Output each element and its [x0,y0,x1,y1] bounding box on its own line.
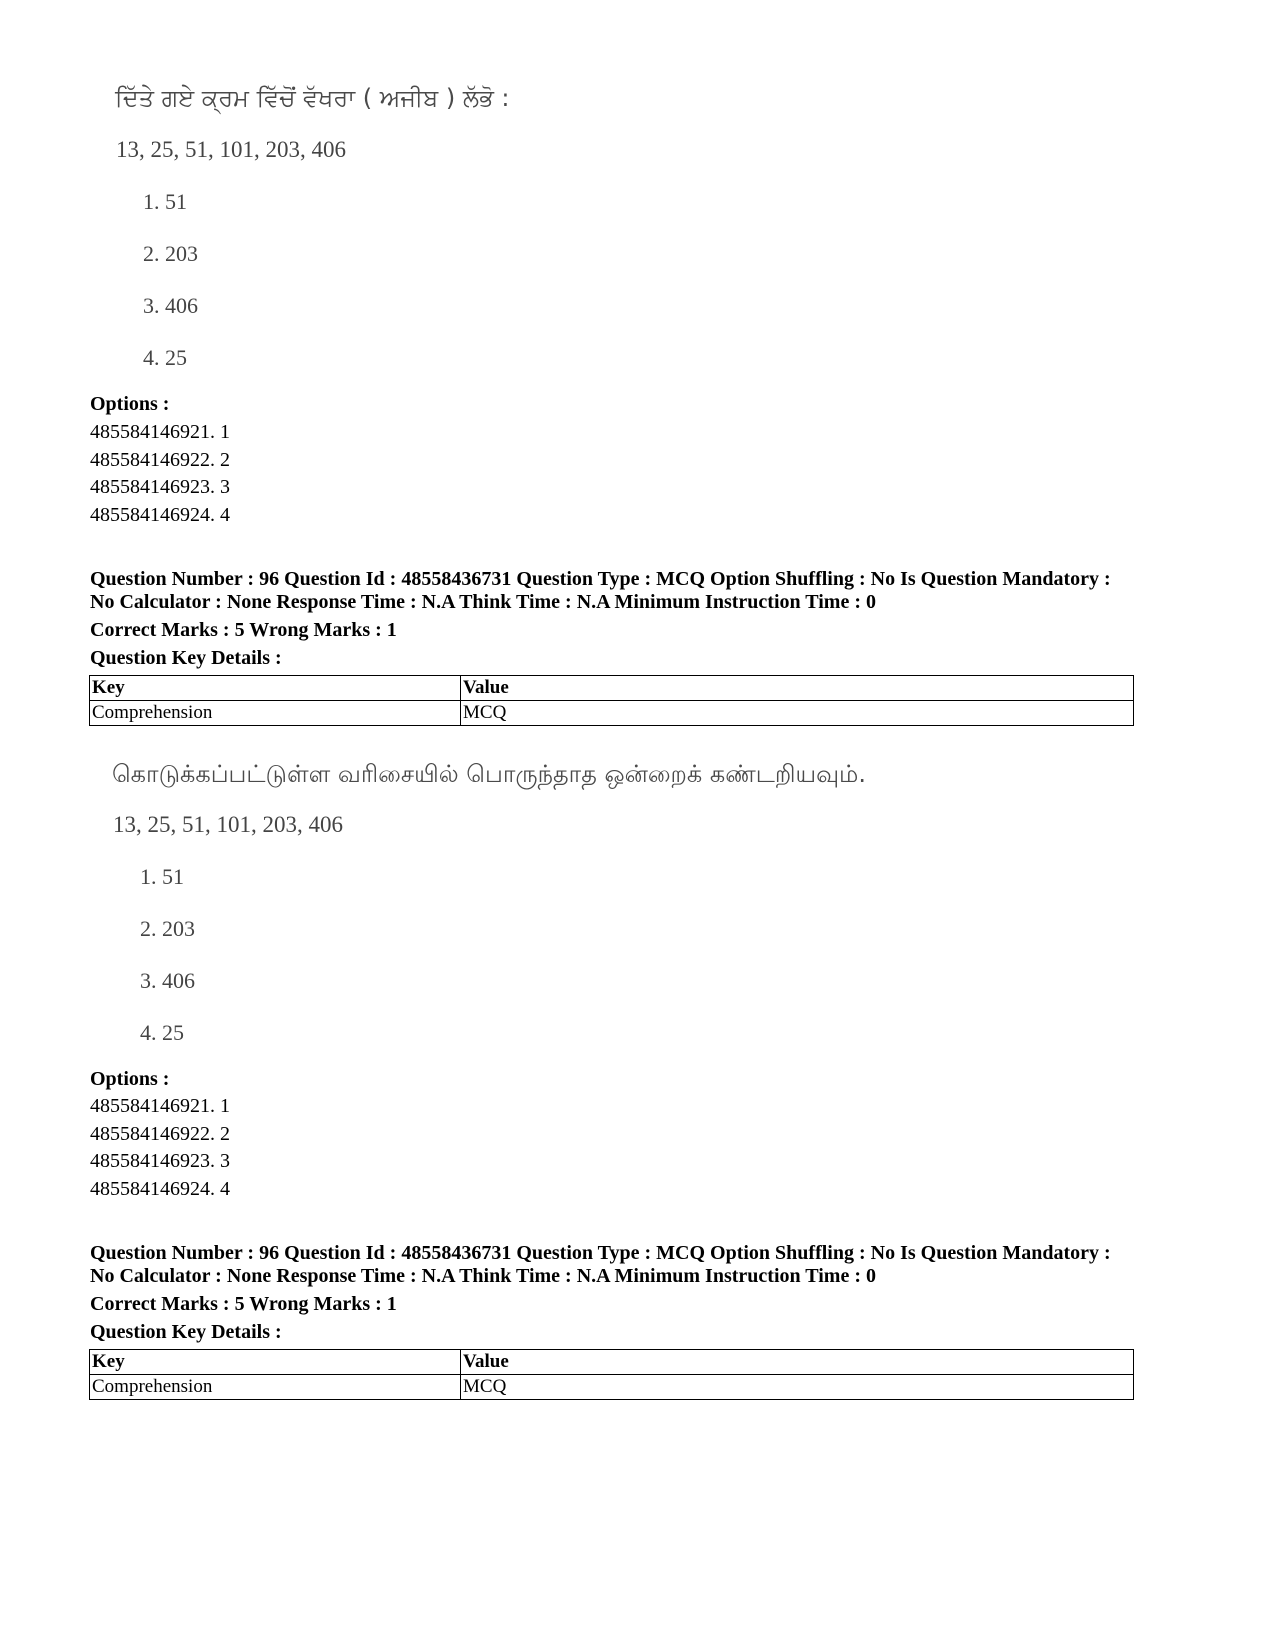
table-cell-key: Comprehension [90,701,461,726]
table-header-key: Key [90,1350,461,1375]
key-details-label: Question Key Details : [90,647,282,669]
question-heading: ਦਿੱਤੇ ਗਏ ਕ੍ਰਮ ਵਿੱਚੋਂ ਵੱਖਰਾ ( ਅਜੀਬ ) ਲੱਭੋ : [115,84,510,112]
question-meta-line-2: No Calculator : None Response Time : N.A Think Time : N.A Minimum Instruction Time : 0 [90,591,876,613]
option-line: 485584146921. 1 [90,1095,230,1117]
question-heading: கொடுக்கப்பட்டுள்ள வரிசையில் பொருந்தாத ஒன்றைக் கண்டறியவும். [112,760,866,788]
question-choice-2: 2. 203 [143,241,198,266]
question-series: 13, 25, 51, 101, 203, 406 [116,137,346,162]
option-line: 485584146922. 2 [90,449,230,471]
question-meta-line-1: Question Number : 96 Question Id : 48558436731 Question Type : MCQ Option Shuffling : No Is Question Mandatory : [90,1242,1111,1264]
table-header-row [90,1350,1134,1375]
question-choice-4: 4. 25 [140,1020,184,1045]
question-choice-3: 3. 406 [140,968,195,993]
question-choice-1: 1. 51 [143,189,187,214]
marks-line: Correct Marks : 5 Wrong Marks : 1 [90,619,397,641]
table-header-value: Value [461,1350,1134,1375]
table-cell-value: MCQ [461,701,1134,726]
key-details-table [89,1349,1134,1400]
key-details-label: Question Key Details : [90,1321,282,1343]
table-header-key: Key [90,676,461,701]
table-header-value: Value [461,676,1134,701]
options-label: Options : [90,1068,170,1090]
table-cell-key: Comprehension [90,1375,461,1400]
table-row [90,1375,1134,1400]
question-series: 13, 25, 51, 101, 203, 406 [113,812,343,837]
table-cell-value: MCQ [461,1375,1134,1400]
marks-line: Correct Marks : 5 Wrong Marks : 1 [90,1293,397,1315]
question-meta-line-2: No Calculator : None Response Time : N.A Think Time : N.A Minimum Instruction Time : 0 [90,1265,876,1287]
question-choice-3: 3. 406 [143,293,198,318]
option-line: 485584146924. 4 [90,1178,230,1200]
options-label: Options : [90,393,170,415]
option-line: 485584146923. 3 [90,476,230,498]
table-row [90,701,1134,726]
question-choice-1: 1. 51 [140,864,184,889]
question-meta-line-1: Question Number : 96 Question Id : 48558436731 Question Type : MCQ Option Shuffling : No Is Question Mandatory : [90,568,1111,590]
table-header-row [90,676,1134,701]
question-choice-2: 2. 203 [140,916,195,941]
key-details-table [89,675,1134,726]
option-line: 485584146923. 3 [90,1150,230,1172]
option-line: 485584146921. 1 [90,421,230,443]
question-choice-4: 4. 25 [143,345,187,370]
option-line: 485584146922. 2 [90,1123,230,1145]
option-line: 485584146924. 4 [90,504,230,526]
